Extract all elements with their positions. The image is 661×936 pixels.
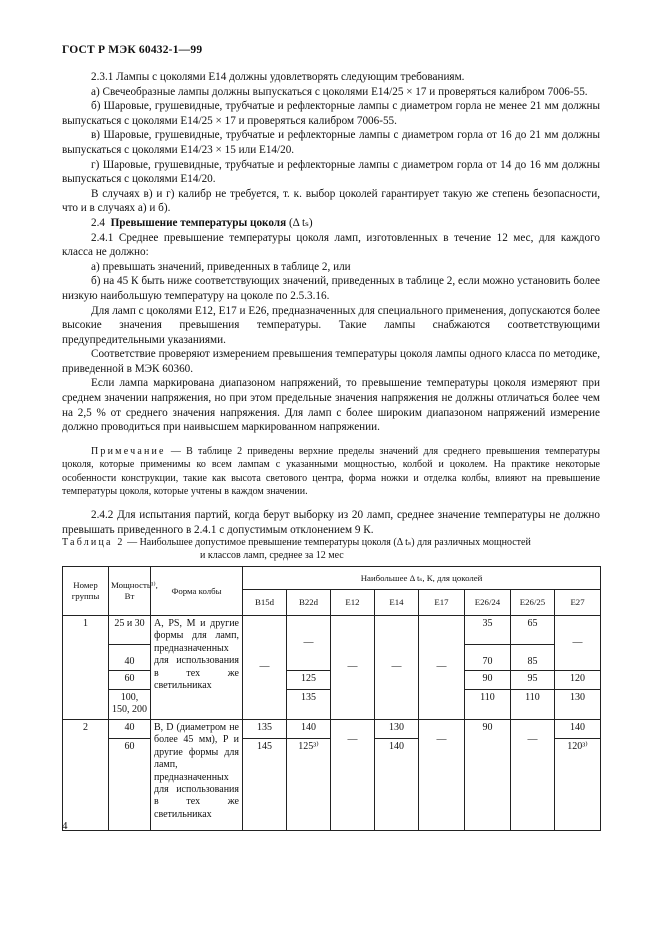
para-b: б) Шаровые, грушевидные, трубчатые и рефлекторные лампы с диаметром горла не менее 21 мм должны выпускаться с цоколями Е14/25 × 17 и проверяться калибром 7006-55. [62,100,600,127]
caption-label: Таблица 2 [62,537,125,548]
table-2 [62,566,601,831]
header-form: Форма колбы [151,567,243,616]
header-base: Е14 [375,590,419,616]
value-cell: 35 [465,616,511,645]
value-cell: 120 [555,671,601,690]
value-cell: 90 [465,671,511,690]
header-base: В15d [243,590,287,616]
power-cell: 25 и 30 [109,616,151,645]
para-2-4-1: 2.4.1 Среднее превышение температуры цоколя ламп, изготовленных в течение 12 мес, для каждого класса не должно: [62,231,600,259]
power-cell: 100, 150, 200 [109,690,151,720]
bulb-form-cell: A, PS, M и другие формы для ламп, предназначенных для использования в тех же светильниках [151,616,243,720]
value-cell: 140 [555,720,601,739]
value-cell: — [511,720,555,831]
para-2-4-2: 2.4.2 Для испытания партий, когда берут выборку из 20 ламп, среднее значение температуры не должно превышать приведенного в 2.4.1 с допустимым отклонением 9 К. [62,509,600,537]
header-group: Номер группы [63,567,109,616]
bulb-form-cell: B, D (диаметром не более 45 мм), P и другие формы для ламп, предназначенных для использования в тех же светильниках [151,720,243,831]
table-row [63,720,601,739]
value-cell: 125³⁾ [287,739,331,831]
section-2-4-heading [62,216,600,231]
section-number: 2.4 [91,216,105,229]
value-cell: — [243,616,287,720]
para-special: Для ламп с цоколями Е12, Е17 и Е26, предназначенных для специального применения, допускаются более высокие значения превышения температуры. Такие лампы снабжаются соответствующими предупредительными указаниями. [62,304,600,346]
para-2-3-1: 2.3.1 Лампы с цоколями Е14 должны удовлетворять следующим требованиям. [91,71,465,83]
value-cell: — [331,720,375,831]
header-base: Е12 [331,590,375,616]
value-cell: 135 [243,720,287,739]
caption-line1: — Наибольшее допустимое превышение температуры цоколя (Δ tₛ) для различных мощностей [124,537,531,548]
header-base: В22d [287,590,331,616]
header-max-dt: Наибольшее Δ tₛ, К, для цоколей [243,567,601,590]
value-cell: 140 [287,720,331,739]
section-title: Превышение температуры цоколя [110,216,287,229]
value-cell: 130 [555,690,601,720]
header-base: Е27 [555,590,601,616]
table-row [63,616,601,645]
value-cell: 65 [511,616,555,645]
value-cell: 85 [511,645,555,671]
para-check: Соответствие проверяют измерением превышения температуры цоколя лампы одного класса по методике, приведенной в МЭК 60360. [62,348,600,375]
power-cell: 40 [109,645,151,671]
group-number: 2 [63,720,109,831]
value-cell: 135 [287,690,331,720]
note-text: — В таблице 2 приведены верхние пределы значений для среднего превышения температуры цоколя, которые применимы ко всем лампам с указанными мощностью, колбой и цоколем. На практике некоторые особенности конструкции, такие как высота светового центра, форма ножки и отделка колбы, влияют на превышение температуры цоколя, которые учтены в каждом значении. [62,445,600,498]
value-cell: — [555,616,601,671]
value-cell: 70 [465,645,511,671]
group-number: 1 [63,616,109,720]
header-base: Е26/24 [465,590,511,616]
para-voltage-range: Если лампа маркирована диапазоном напряжений, то превышение температуры цоколя измеряют при среднем значении напряжения, но при этом предельные значения напряжения не должны отличаться более чем на 2,5 % от среднего значения напряжения. Для ламп с более широким диапазоном напряжений измерение должно проводиться при наивысшем маркированном напряжении. [62,377,600,434]
para-calibre: В случаях в) и г) калибр не требуется, т. к. выбор цоколей гарантирует такую же степень безопасности, что и в случаях а) и б). [62,187,600,215]
header-base: Е26/25 [511,590,555,616]
value-cell: 130 [375,720,419,739]
page-number: 4 [62,820,68,832]
value-cell: 140 [375,739,419,831]
table-caption [62,536,602,562]
para-a: а) Свечеобразные лампы должны выпускаться с цоколями Е14/25 × 17 и проверяться калибром 7006-55. [91,85,588,98]
value-cell: — [375,616,419,720]
header-power: Мощность¹⁾, Вт [109,567,151,616]
value-cell: — [419,616,465,720]
value-cell: 110 [511,690,555,720]
para-2-4-1-b: б) на 45 К быть ниже соответствующих значений, приведенных в таблице 2, если можно установить более низкую наибольшую температуру на цоколе по 2.5.3.16. [62,275,600,302]
value-cell: 120³⁾ [555,739,601,831]
para-g: г) Шаровые, грушевидные, трубчатые и рефлекторные лампы с диаметром горла от 14 до 16 мм должны выпускаться с цоколями Е14/20. [62,158,600,186]
document-header: ГОСТ Р МЭК 60432-1—99 [62,44,203,56]
value-cell: — [287,616,331,671]
section-symbol: (Δ tₛ) [288,216,313,229]
para-v: в) Шаровые, грушевидные, трубчатые и рефлекторные лампы с диаметром горла от 16 до 21 мм должны выпускаться с цоколями Е14/23 × 15 или Е14/20. [62,129,600,156]
power-cell: 40 [109,720,151,739]
note-label: Примечание [91,445,166,457]
header-base: Е17 [419,590,465,616]
value-cell: 110 [465,690,511,720]
value-cell: — [331,616,375,720]
value-cell: 90 [465,720,511,831]
document-body [62,70,600,538]
value-cell: — [419,720,465,831]
caption-line2: и классов ламп, среднее за 12 мес [200,550,344,561]
power-cell: 60 [109,671,151,690]
power-cell: 60 [109,739,151,831]
para-2-4-1-a: а) превышать значений, приведенных в таблице 2, или [91,260,351,273]
value-cell: 145 [243,739,287,831]
value-cell: 95 [511,671,555,690]
note [62,445,600,499]
value-cell: 125 [287,671,331,690]
